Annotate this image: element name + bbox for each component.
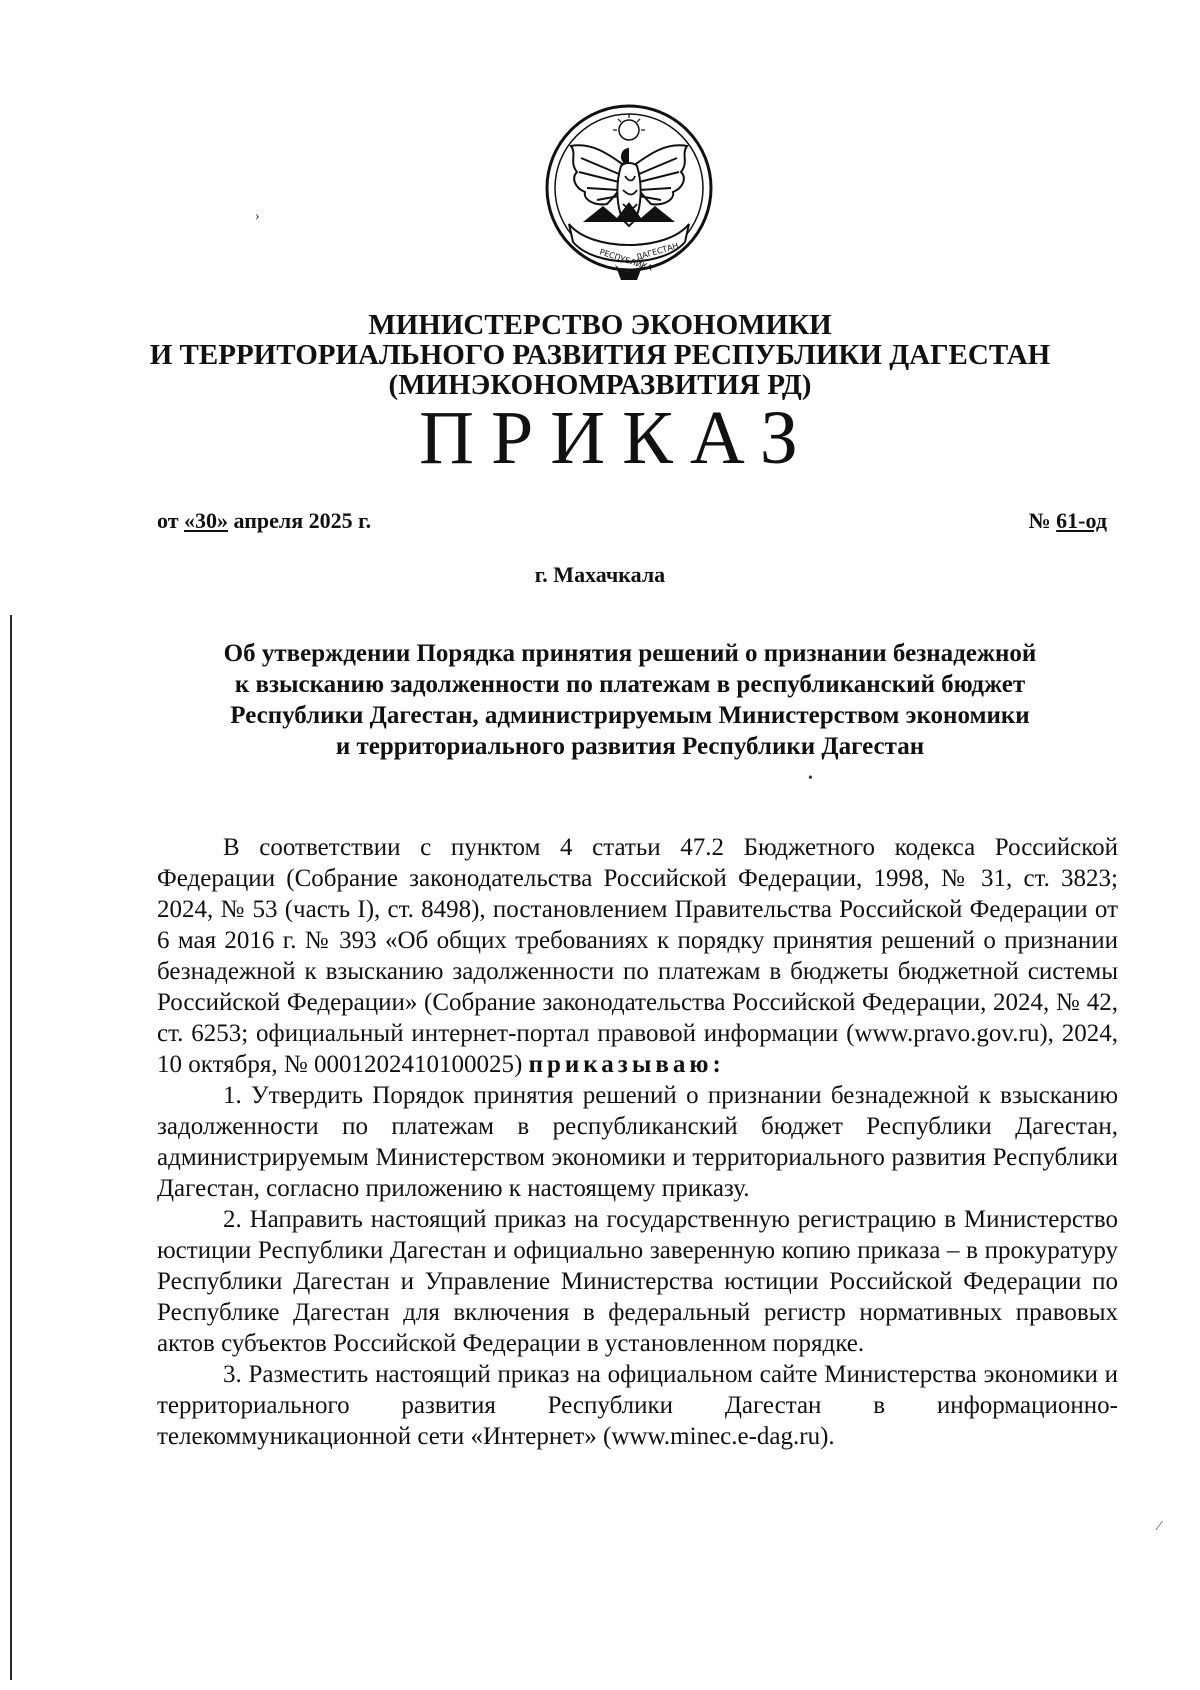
title-line-4: и территориального развития Республики Дагестан [335, 733, 925, 760]
scan-speck: › [255, 209, 260, 224]
title-line-3: Республики Дагестан, администрируемым Министерством экономики [230, 702, 1030, 729]
ministry-abbreviation: (МИНЭКОНОМРАЗВИТИЯ РД) [388, 369, 812, 401]
order-directive-word: приказываю: [528, 1051, 725, 1078]
date-month-year: апреля 2025 г. [228, 508, 372, 533]
dagestan-coat-of-arms-emblem [541, 96, 717, 284]
scan-speck: ⁄ [1158, 1519, 1161, 1534]
number-value: 61-од [1056, 508, 1107, 533]
order-date [157, 508, 371, 534]
city-name: г. Махачкала [534, 562, 666, 587]
preamble-paragraph [157, 832, 1118, 1080]
title-line-1: Об утверждении Порядка принятия решений о признании безнадежной [223, 640, 1037, 667]
title-line-2: к взысканию задолженности по платежам в республиканский бюджет [234, 671, 1026, 698]
date-day: «30» [184, 508, 229, 533]
date-prefix: от [157, 508, 185, 533]
preamble-text: В соответствии с пунктом 4 статьи 47.2 Бюджетного кодекса Российской Федерации (Собрание законодательства Российской Федерации, 1998, № 31, ст. 3823; 2024, № 53 (часть I), ст. 8498), постановлением Правительства Российской Федерации от 6 мая 2016 г. № 393 «Об общих требованиях к порядку принятия решений о признании безнадежной к взысканию задолженности по платежам в бюджеты бюджетной системы Российской Федерации» (Собрание законодательства Российской Федерации, 2024, № 42, ст. 6253; официальный интернет-портал правовой информации (www.pravo.gov.ru), 2024, 10 октября, № 0001202410100025) [157, 834, 1118, 1078]
ministry-header [0, 310, 1200, 400]
scan-speck: • [808, 771, 813, 786]
ministry-name-line-1: МИНИСТЕРСТВО ЭКОНОМИКИ [368, 309, 832, 341]
order-number [1029, 508, 1107, 534]
scan-edge-line [10, 615, 12, 1680]
order-item-3: 3. Разместить настоящий приказ на официальном сайте Министерства экономики и территориального развития Республики Дагестан в информационно-телекоммуникационной сети «Интернет» (www.minec.e-dag.ru). [157, 1361, 1118, 1450]
document-type-title: ПРИКАЗ [419, 396, 815, 480]
order-title [140, 638, 1120, 762]
emblem-ribbon-right: ДАГЕСТАН [635, 241, 680, 262]
order-item-1: 1. Утвердить Порядок принятия решений о признании безнадежной к взысканию задолженности по платежам в республиканский бюджет Республики Дагестан, администрируемым Министерством экономики и территориального развития Республики Дагестан, согласно приложению к настоящему приказу. [157, 1082, 1118, 1202]
emblem-ribbon-left: РЕСПУБЛИКА [598, 247, 654, 273]
date-number-row [157, 508, 1107, 534]
order-item-2: 2. Направить настоящий приказ на государственную регистрацию в Министерство юстиции Республики Дагестан и официально заверенную копию приказа – в прокуратуру Республики Дагестан и Управление Министерства юстиции Российской Федерации по Республике Дагестан для включения в федеральный регистр нормативных правовых актов субъектов Российской Федерации в установленном порядке. [157, 1206, 1118, 1357]
order-body [157, 832, 1118, 1452]
ministry-name-line-2: И ТЕРРИТОРИАЛЬНОГО РАЗВИТИЯ РЕСПУБЛИКИ ДАГЕСТАН [149, 339, 1051, 371]
number-prefix: № [1028, 508, 1057, 533]
